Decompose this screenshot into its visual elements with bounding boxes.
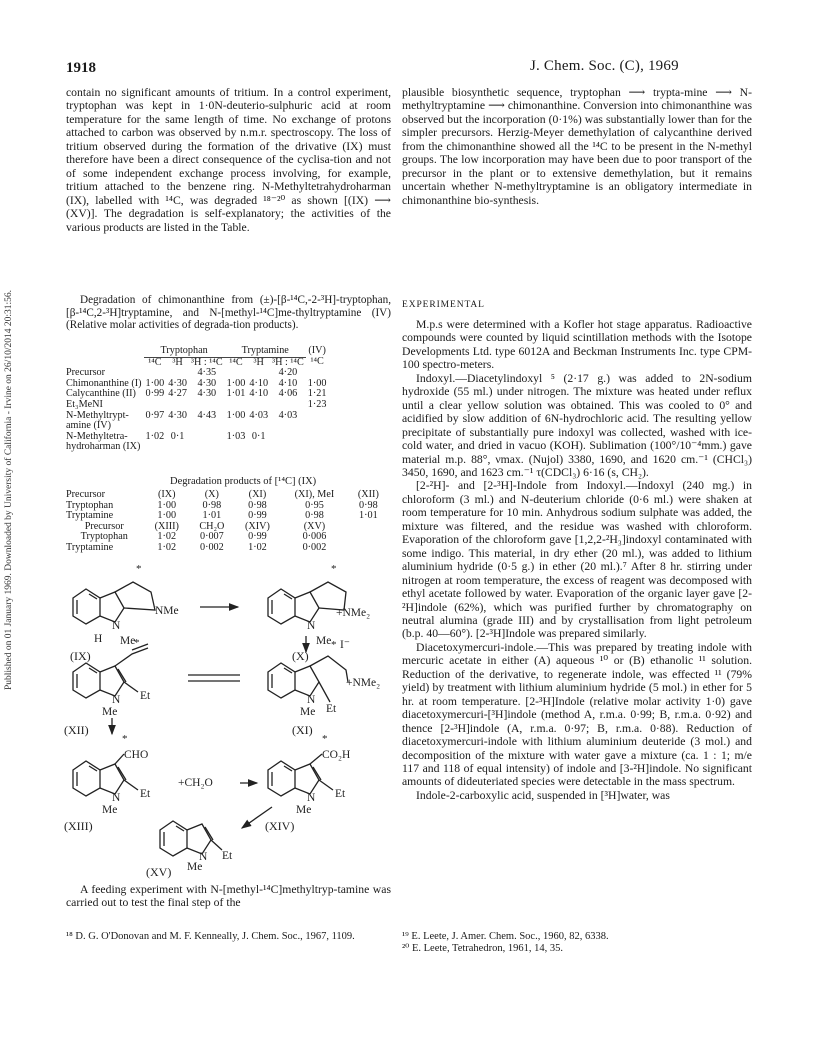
group-label: Et: [326, 703, 337, 715]
sub-header: ³H: [172, 356, 183, 368]
left-outro-paragraph: [66, 883, 391, 910]
group-label: I⁻: [340, 639, 350, 651]
group-label: CHO: [124, 749, 149, 761]
download-notice: [2, 120, 16, 860]
svg-text:*: *: [136, 563, 142, 575]
sub-header: ³H: [253, 356, 264, 368]
sub-header: ¹⁴C: [148, 356, 162, 368]
group-label: +CH₂O: [178, 777, 213, 789]
iv-group: (IV): [308, 345, 326, 356]
compound-label: (XIII): [64, 819, 93, 833]
compound-xiv-structure: [268, 733, 333, 796]
table-row: Tryptamine 1·00 1·01 0·99 0·98 1·01: [66, 510, 378, 522]
table-row: N-Methyltrypt-amine (IV) 0·97 4·30 4·43 1·00 4·03 4·03: [66, 409, 298, 432]
sub-header: ¹⁴C: [310, 356, 324, 368]
compound-xv-structure: [160, 821, 222, 856]
compound-label: (X): [292, 649, 309, 663]
experimental-paragraph: Indoxyl.—Diacetylindoxyl ⁵ (2·17 g.) was added to 2N-sodium hydroxide (55 ml.) under nitrogen. The mixture was heated under reflux until a clear yellow solution was obtained. This was cooled to 0° and acidified by slow addition of 6N-hydrochloric acid. The resulting yellow precipitate of substantially pure indoxyl was collected, washed with ice-cold water, and dried in vacuo (KOH). Sublimation (100°/10⁻⁴mm.) gave material m.p. 88°, νmax. (Nujol) 3380, 1690, and 1620 cm.⁻¹ (CHCl₃) 3450, 1690, and 1623 cm.⁻¹ τ(CDCl₃) 6·16 (s, CH₂).: [402, 371, 752, 479]
svg-text:*: *: [331, 639, 337, 651]
compound-label: (XI): [292, 723, 313, 737]
group-label: Me: [300, 706, 316, 718]
right-intro-paragraph: [402, 86, 752, 207]
experimental-paragraph: M.p.s were determined with a Kofler hot stage apparatus. Radioactive compounds were counted by liquid scintillation methods with the Isotope Developments Ltd. type 6012A and Beckman Instruments Inc. type CPM-100 spectro-meters.: [402, 318, 752, 372]
table1-group-header: [64, 346, 328, 357]
download-notice-text: Published on 01 January 1969. Downloaded by University of California - Irvine on 26/10/2014 20:31:56.: [4, 289, 14, 691]
n-atom: N: [307, 792, 316, 804]
group-label: Me: [102, 804, 118, 816]
right-intro-text: plausible biosynthetic sequence, tryptophan ⟶ trypta-mine ⟶ N-methyltryptamine ⟶ chimonanthine. Conversion into chimonanthine was observed but the incorporation (0·1%) was substantially lower than for the simpler precursors. Herzig-Meyer demethylation of calycanthine derived from the chimonanthine showed all the ¹⁴C to be present in the N-methyl groups. The low incorporation may have been due to poor transport of the precursor in the plant or to extensive demethylation, but it remains uncertain whether N-methyltryptamine is an obligatory intermediate in chimonanthine bio-synthesis.: [402, 86, 752, 207]
n-atom: N: [307, 620, 316, 632]
n-atom: N: [199, 851, 208, 863]
left-outro-text: A feeding experiment with N-[methyl-¹⁴C]methyltryp-tamine was carried out to test the final step of the: [66, 883, 391, 910]
footnote-19: ¹⁹ E. Leete, J. Amer. Chem. Soc., 1960, 82, 6338.: [402, 931, 609, 942]
group-label: Me: [296, 804, 312, 816]
compound-xiii-structure: [73, 733, 138, 796]
compound-xii-structure: [73, 637, 148, 698]
group-label: Et: [335, 788, 346, 800]
table-row: Tryptophan 1·02 0·007 0·99 0·006: [80, 531, 327, 543]
group-label: H: [94, 633, 103, 645]
left-footnote: [66, 931, 391, 943]
group-label: NMe: [155, 605, 179, 617]
page-number: 1918: [66, 60, 96, 76]
compound-label: (XII): [64, 723, 89, 737]
n-atom: N: [112, 694, 121, 706]
sub-header: ³H : ¹⁴C: [190, 356, 223, 368]
footnote-20: ²⁰ E. Leete, Tetrahedron, 1961, 14, 35.: [402, 943, 563, 954]
table-2: [64, 490, 388, 554]
group-label: Me: [316, 635, 332, 647]
experimental-section: [402, 318, 752, 802]
svg-text:*: *: [122, 733, 128, 745]
table1-caption-block: [66, 294, 391, 332]
experimental-paragraph: Indole-2-carboxylic acid, suspended in [³H]water, was: [416, 788, 670, 802]
n-atom: N: [307, 694, 316, 706]
table-row: Et₃MeNI 1·23: [66, 398, 327, 410]
left-intro-paragraph: [66, 86, 391, 234]
table-row: Precursor 4·35 4·20: [66, 367, 298, 379]
table1-caption: Degradation of chimonanthine from (±)-[β-¹⁴C,-2-³H]-tryptophan, [β-¹⁴C,2-³H]tryptamine, and N-[methyl-¹⁴C]me-thyltryptamine (IV) (Relative molar activities of degrada-tion products).: [66, 294, 391, 331]
table-row: Tryptamine 1·02 0·002 1·02 0·002: [66, 541, 327, 553]
table2-header: Precursor (XIII) CH₂O (XIV) (XV): [84, 520, 326, 532]
n-atom: N: [112, 620, 121, 632]
svg-text:*: *: [322, 733, 328, 745]
group-label: +NMe₂: [336, 607, 371, 619]
table2-title: Degradation products of [¹⁴C] (IX): [170, 476, 317, 487]
table-row: Calycanthine (II) 0·99 4·27 4·30 1·01 4·10 4·06 1·21: [66, 388, 327, 400]
group-label: Et: [222, 850, 233, 862]
experimental-paragraph: [2-²H]- and [2-³H]-Indole from Indoxyl.—Indoxyl (240 mg.) in chloroform (3 ml.) and N-deuterium chloride (0·6 ml.) were shaken at room temperature for 10 min. Anhydrous sodium sulphate was added, the mixture was filtered, and the residue was washed with chloroform. Evaporation of the chloroform gave [1,2,2-²H₃]indoxyl contaminated with some indigo. This material, in dry ether (20 ml.), was added to lithium aluminium hydride (0·5 g.) in ether (20 ml.).⁷ After 8 hr. stirring under nitrogen at room temperature, the excess of reagent was decomposed with ethyl acetate followed by water. Evaporation of the organic layer gave [2-²H]indole (62%), which was purified further by chromatography on neutral alumina (grade III) and by crystallisation from light petroleum (b.p. 40—60°). [2-³H]Indole was prepared similarly.: [402, 479, 752, 641]
n-atom: N: [112, 792, 121, 804]
group-label: CO₂H: [322, 749, 351, 761]
sub-header: ³H : ¹⁴C: [272, 356, 304, 368]
svg-text:*: *: [331, 563, 337, 575]
reaction-scheme: [60, 558, 395, 880]
journal-header: J. Chem. Soc. (C), 1969: [530, 58, 679, 74]
group-label: Me: [187, 861, 203, 873]
experimental-heading: EXPERIMENTAL: [402, 300, 485, 310]
group-label: +NMe₂: [346, 677, 381, 689]
table-1: [64, 346, 328, 453]
tryptophan-group: Tryptophan: [144, 346, 225, 357]
compound-label: (IX): [70, 649, 91, 663]
table-row: N-Methyltetra-hydroharman (IX) 1·02 0·1 1·03 0·1: [66, 430, 266, 453]
group-label: Et: [140, 690, 151, 702]
compound-label: (XIV): [265, 819, 295, 833]
table2-header: Precursor (IX) (X) (XI) (XI), MeI (XII): [66, 489, 379, 500]
group-label: Et: [140, 788, 151, 800]
compound-ix-structure: [73, 563, 155, 624]
compound-x-structure: [268, 563, 346, 624]
left-intro-text: contain no significant amounts of tritium. In a control experiment, tryptophan was kept in 1·0N-deuterio-sulphuric acid at room temperature for the same length of time. No exchange of protons attached to carbon was observed by n.m.r. spectroscopy. The loss of tritium observed during the formation of the drivative (IX) must therefore have been a direct consequence of the cyclisa-tion and not of some independent exchange process involving, for example, tritium attached to the benzene ring. N-Methyltetrahydroharman (IX), labelled with ¹⁴C, was degraded ¹⁸⁻²⁰ as shown [(IX) ⟶ (XV)]. The degradation is self-explanatory; the activities of the various products are listed in the Table.: [66, 86, 391, 234]
group-label: Me: [120, 635, 136, 647]
table-row: Chimonanthine (I) 1·00 4·30 4·30 1·00 4·10 4·10 1·00: [66, 377, 327, 389]
compound-label: (XV): [146, 865, 172, 879]
experimental-paragraph: Diacetoxymercuri-indole.—This was prepared by treating indole with mercuric acetate in either (A) aqueous ¹⁰ or (B) ethanolic ¹¹ solution. Reduction of the derivative, to regenerate indole, was effected ¹¹ (79% yield) by treatment with lithium aluminium hydride (5 mol.) in ether for 5 hr. at room temperature. [2-³H]Indole (relative molar activity 1·0) gave diacetoxymercuri-[³H]indole (method A, r.m.a. 0·99; B, r.m.a. 0·92) and thence [2-³H]indole (A, r.m.a. 0·97; B, r.m.a. 0·88). Reduction of diacetoxymercuri-indole with lithium aluminium deuteride (3 mol.) and decomposition of the mixture with water gave a mixture (ca. 1 : 1; m/e 117 and 118 of equal intensity) of indole and [3-²H]indole. No significant amounts of dideuteriated species were detectable in the mass spectrum.: [402, 640, 752, 789]
sub-header: ¹⁴C: [229, 356, 243, 368]
table-row: Tryptophan 1·00 0·98 0·98 0·95 0·98: [66, 499, 378, 511]
svg-text:*: *: [134, 637, 140, 649]
right-footnotes: [402, 931, 752, 955]
tryptamine-group: Tryptamine: [225, 346, 306, 357]
footnote-18: ¹⁸ D. G. O'Donovan and M. F. Kenneally, J. Chem. Soc., 1967, 1109.: [66, 931, 355, 942]
group-label: Me: [102, 706, 118, 718]
